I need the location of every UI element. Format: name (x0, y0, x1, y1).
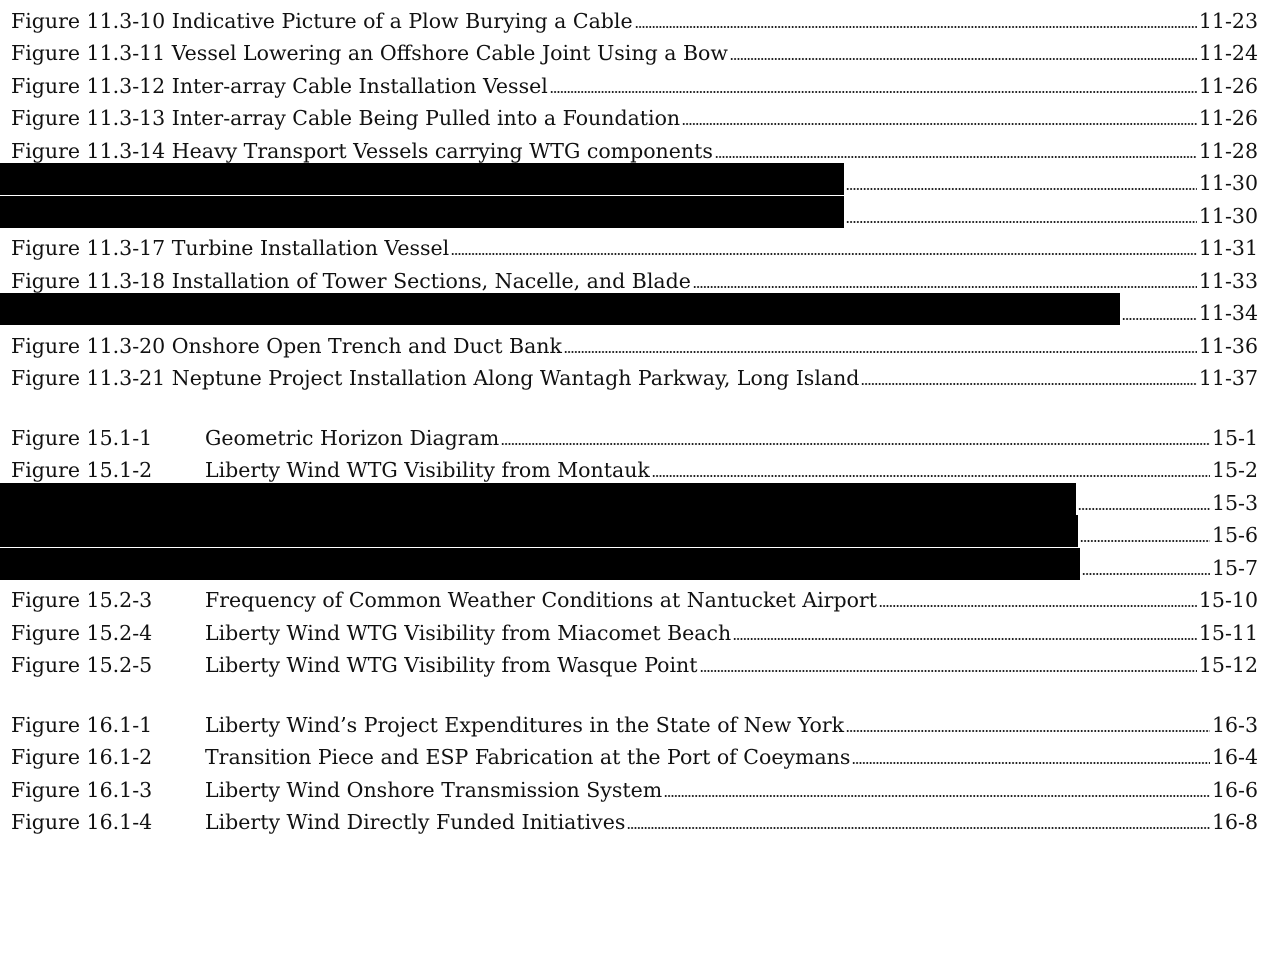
figure-number: Figure 16.1-1 (11, 712, 153, 737)
toc-group-section-11 (11, 0, 1258, 390)
figure-number: Figure 11.3-10 (11, 8, 166, 33)
dot-leader (664, 795, 1210, 797)
page-number: 11-26 (1198, 73, 1258, 98)
page-number: 16-4 (1211, 745, 1258, 770)
dot-leader (693, 286, 1197, 288)
figure-title: Inter-array Cable Installation Vessel (171, 73, 548, 98)
page-number: 16-6 (1211, 777, 1258, 802)
dot-leader (635, 26, 1197, 28)
redaction-bar (0, 515, 1078, 547)
page-number: 11-26 (1198, 106, 1258, 131)
toc-entry-figure-15-2-4[interactable] (11, 612, 1258, 645)
page-number: 15-10 (1198, 588, 1258, 613)
page-number: 16-3 (1211, 712, 1258, 737)
toc-entry-figure-16-1-2[interactable] (11, 737, 1258, 770)
dot-leader (700, 670, 1197, 672)
dot-leader (730, 58, 1197, 60)
toc-entry-redacted[interactable] (11, 547, 1258, 580)
figure-number: Figure 15.1-1 (11, 425, 153, 450)
redaction-bar (0, 293, 1120, 325)
dot-leader (564, 351, 1197, 353)
page-number: 11-30 (1198, 171, 1258, 196)
figure-number: Figure 11.3-13 (11, 106, 166, 131)
toc-entry-figure-11-3-18[interactable] (11, 260, 1258, 293)
toc-entry-figure-11-3-13[interactable] (11, 98, 1258, 131)
figure-number: Figure 11.3-18 (11, 268, 166, 293)
page-number: 15-3 (1211, 490, 1258, 515)
figure-number: Figure 16.1-3 (11, 777, 153, 802)
page-number: 15-7 (1211, 555, 1258, 580)
toc-group-section-15 (11, 417, 1258, 677)
figure-title: Liberty Wind’s Project Expenditures in the State of New York (205, 712, 845, 737)
dot-leader (1080, 540, 1210, 542)
figure-title: Liberty Wind Onshore Transmission System (205, 777, 663, 802)
page-number: 16-8 (1211, 810, 1258, 835)
figure-title: Liberty Wind WTG Visibility from Montauk (205, 458, 650, 483)
toc-entry-redacted[interactable] (11, 293, 1258, 326)
toc-entry-figure-16-1-1[interactable] (11, 704, 1258, 737)
figure-title: Inter-array Cable Being Pulled into a Foundation (171, 106, 681, 131)
dot-leader (879, 605, 1197, 607)
redaction-bar (0, 196, 844, 228)
dot-leader (846, 188, 1197, 190)
page-number: 15-12 (1198, 653, 1258, 678)
page-number: 11-24 (1198, 41, 1258, 66)
figure-number: Figure 15.2-5 (11, 653, 153, 678)
figure-title: Turbine Installation Vessel (171, 236, 450, 261)
toc-group-section-16 (11, 704, 1258, 834)
dot-leader (1122, 318, 1197, 320)
toc-entry-redacted[interactable] (11, 163, 1258, 196)
toc-entry-figure-11-3-12[interactable] (11, 65, 1258, 98)
page-number: 15-2 (1211, 458, 1258, 483)
toc-entry-figure-16-1-3[interactable] (11, 769, 1258, 802)
toc-entry-redacted[interactable] (11, 195, 1258, 228)
dot-leader (550, 91, 1197, 93)
toc-entry-figure-16-1-4[interactable] (11, 802, 1258, 835)
toc-entry-figure-15-1-1[interactable] (11, 417, 1258, 450)
toc-entry-figure-11-3-11[interactable] (11, 33, 1258, 66)
figure-title: Neptune Project Installation Along Wantagh Parkway, Long Island (171, 366, 860, 391)
redaction-bar (0, 483, 1076, 515)
figure-title: Indicative Picture of a Plow Burying a Cable (171, 8, 633, 33)
dot-leader (451, 253, 1197, 255)
figure-title: Vessel Lowering an Offshore Cable Joint Using a Bow (171, 41, 728, 66)
page-number: 11-33 (1198, 268, 1258, 293)
figure-title: Installation of Tower Sections, Nacelle, and Blade (171, 268, 691, 293)
figure-number: Figure 11.3-14 (11, 138, 166, 163)
page-number: 15-6 (1211, 523, 1258, 548)
toc-entry-figure-11-3-14[interactable] (11, 130, 1258, 163)
dot-leader (1082, 573, 1210, 575)
dot-leader (852, 762, 1210, 764)
dot-leader (1078, 508, 1210, 510)
page-number: 11-34 (1198, 301, 1258, 326)
page-number: 15-11 (1198, 620, 1258, 645)
figure-title: Frequency of Common Weather Conditions at Nantucket Airport (205, 588, 877, 613)
figure-title: Liberty Wind WTG Visibility from Wasque Point (205, 653, 698, 678)
dot-leader (733, 638, 1197, 640)
toc-entry-figure-15-2-5[interactable] (11, 645, 1258, 678)
toc-entry-figure-11-3-17[interactable] (11, 228, 1258, 261)
page-number: 11-37 (1198, 366, 1258, 391)
toc-entry-redacted[interactable] (11, 482, 1258, 515)
figure-title: Liberty Wind WTG Visibility from Miacomet Beach (205, 620, 732, 645)
dot-leader (652, 475, 1210, 477)
page-number: 11-30 (1198, 203, 1258, 228)
figure-title: Transition Piece and ESP Fabrication at the Port of Coeymans (205, 745, 851, 770)
figure-number: Figure 11.3-21 (11, 366, 166, 391)
dot-leader (627, 827, 1210, 829)
dot-leader (861, 383, 1196, 385)
dot-leader (846, 221, 1197, 223)
figure-number: Figure 11.3-12 (11, 73, 166, 98)
dot-leader (846, 730, 1210, 732)
dot-leader (501, 443, 1210, 445)
figure-number: Figure 16.1-2 (11, 745, 153, 770)
figure-number: Figure 15.2-3 (11, 588, 153, 613)
toc-entry-figure-15-1-2[interactable] (11, 450, 1258, 483)
figure-title: Heavy Transport Vessels carrying WTG components (171, 138, 713, 163)
figure-title: Liberty Wind Directly Funded Initiatives (205, 810, 626, 835)
toc-entry-figure-11-3-20[interactable] (11, 325, 1258, 358)
toc-entry-figure-11-3-21[interactable] (11, 358, 1258, 391)
figure-title: Onshore Open Trench and Duct Bank (171, 333, 562, 358)
figure-title: Geometric Horizon Diagram (205, 425, 500, 450)
dot-leader (715, 156, 1197, 158)
redaction-bar (0, 163, 844, 195)
page-number: 11-36 (1198, 333, 1258, 358)
figure-number: Figure 11.3-11 (11, 41, 166, 66)
page-number: 11-31 (1198, 236, 1258, 261)
list-of-figures (11, 0, 1258, 834)
toc-entry-redacted[interactable] (11, 515, 1258, 548)
toc-entry-figure-11-3-10[interactable] (11, 0, 1258, 33)
redaction-bar (0, 548, 1080, 580)
page-number: 11-28 (1198, 138, 1258, 163)
figure-number: Figure 15.1-2 (11, 458, 153, 483)
toc-entry-figure-15-2-3[interactable] (11, 580, 1258, 613)
page-number: 15-1 (1211, 425, 1258, 450)
page-number: 11-23 (1198, 8, 1258, 33)
figure-number: Figure 11.3-20 (11, 333, 166, 358)
dot-leader (682, 123, 1197, 125)
figure-number: Figure 11.3-17 (11, 236, 166, 261)
figure-number: Figure 16.1-4 (11, 810, 153, 835)
figure-number: Figure 15.2-4 (11, 620, 153, 645)
